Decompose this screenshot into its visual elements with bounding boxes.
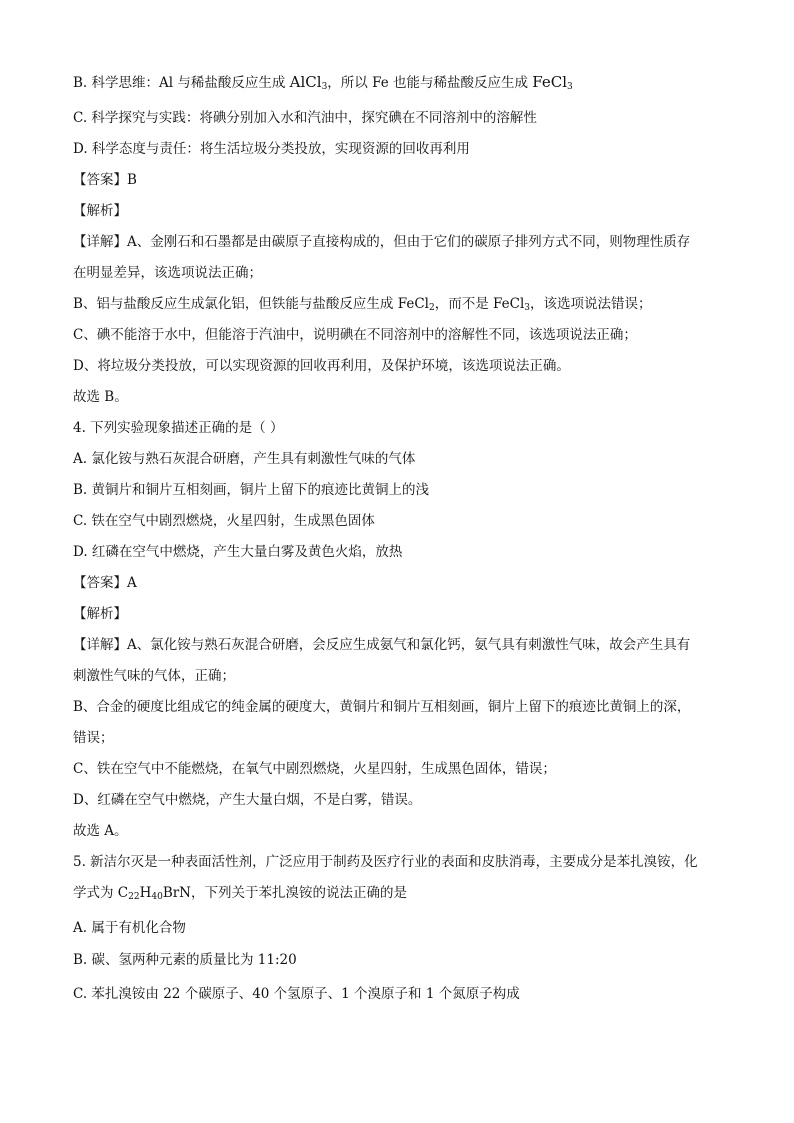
text-segment: 学式为 C	[73, 885, 129, 901]
subscript: 22	[128, 892, 140, 902]
explanation-line: 在明显差异，该选项说法正确；	[73, 265, 262, 281]
analysis-heading-q3: 【解析】	[73, 203, 127, 219]
formula-fecl3: FeCl	[532, 73, 568, 91]
question-5-stem: 5. 新洁尔灭是一种表面活性剂，广泛应用于制药及医疗行业的表面和皮肤消毒，主要成分是苯扎溴铵，化	[73, 854, 698, 870]
subscript: 3	[321, 82, 328, 92]
text-segment: ，而不是 FeCl	[434, 296, 525, 312]
explanation-line: 刺激性气味的气体，正确；	[73, 668, 235, 684]
explanation-line: 【详解】A、金刚石和石墨都是由碳原子直接构成的，但由于它们的碳原子排列方式不同，则物理性质存	[73, 234, 691, 250]
explanation-line: D、红磷在空气中燃烧，产生大量白烟，不是白雾，错误。	[73, 792, 422, 808]
option-c-q4: C. 铁在空气中剧烈燃烧，火星四射，生成黑色固体	[73, 513, 375, 529]
text-segment: B. 科学思维：Al 与稀盐酸反应生成	[73, 75, 290, 91]
subscript: 3	[567, 82, 573, 92]
text-segment: B、铝与盐酸反应生成氯化铝，但铁能与盐酸反应生成 FeCl	[73, 296, 429, 312]
analysis-heading-q4: 【解析】	[73, 606, 127, 622]
formula-alcl3: AlCl	[289, 73, 322, 91]
explanation-line: C、碘不能溶于水中，但能溶于汽油中，说明碘在不同溶剂中的溶解性不同，该选项说法正确；	[73, 327, 637, 343]
question-5-stem-cont	[73, 883, 407, 903]
option-b-q4: B. 黄铜片和铜片互相刻画，铜片上留下的痕迹比黄铜上的浅	[73, 482, 430, 498]
option-b-q5: B. 碳、氢两种元素的质量比为 11:20	[73, 952, 297, 968]
text-segment: H	[139, 885, 152, 901]
option-d-q3: D. 科学态度与责任：将生活垃圾分类投放，实现资源的回收再利用	[73, 141, 470, 157]
option-d-q4: D. 红磷在空气中燃烧，产生大量白雾及黄色火焰，放热	[73, 544, 403, 560]
subscript: 3	[524, 303, 531, 313]
option-c-q3: C. 科学探究与实践：将碘分别加入水和汽油中，探究碘在不同溶剂中的溶解性	[73, 110, 537, 126]
subscript: 40	[151, 892, 163, 902]
option-b-q3	[73, 72, 573, 93]
text-segment: ，所以 Fe 也能与稀盐酸反应生成	[327, 75, 533, 91]
explanation-line: C、铁在空气中不能燃烧，在氧气中剧烈燃烧，火星四射，生成黑色固体，错误；	[73, 761, 556, 777]
option-a-q5: A. 属于有机化合物	[73, 920, 186, 936]
text-segment: BrN，下列关于苯扎溴铵的说法正确的是	[162, 885, 407, 901]
option-c-q5: C. 苯扎溴铵由 22 个碳原子、40 个氢原子、1 个溴原子和 1 个氮原子构成	[73, 986, 520, 1002]
subscript: 2	[428, 303, 435, 313]
question-4-stem: 4. 下列实验现象描述正确的是（ ）	[73, 420, 284, 436]
explanation-line: D、将垃圾分类投放，可以实现资源的回收再利用，及保护环境，该选项说法正确。	[73, 358, 570, 374]
option-a-q4: A. 氯化铵与熟石灰混合研磨，产生具有刺激性气味的气体	[73, 451, 416, 467]
text-segment: ，该选项说法错误；	[530, 296, 652, 312]
conclusion-q4: 故选 A。	[73, 823, 128, 839]
explanation-line: B、合金的硬度比组成它的纯金属的硬度大，黄铜片和铜片互相刻画，铜片上留下的痕迹比黄铜上的深，	[73, 699, 691, 715]
answer-q3: 【答案】B	[73, 172, 137, 188]
explanation-line: 【详解】A、氯化铵与熟石灰混合研磨，会反应生成氨气和氯化钙，氨气具有刺激性气味，故会产生具有	[73, 637, 691, 653]
explanation-line	[73, 294, 652, 314]
explanation-line: 错误；	[73, 730, 114, 746]
conclusion-q3: 故选 B。	[73, 389, 128, 405]
answer-q4: 【答案】A	[73, 575, 137, 591]
